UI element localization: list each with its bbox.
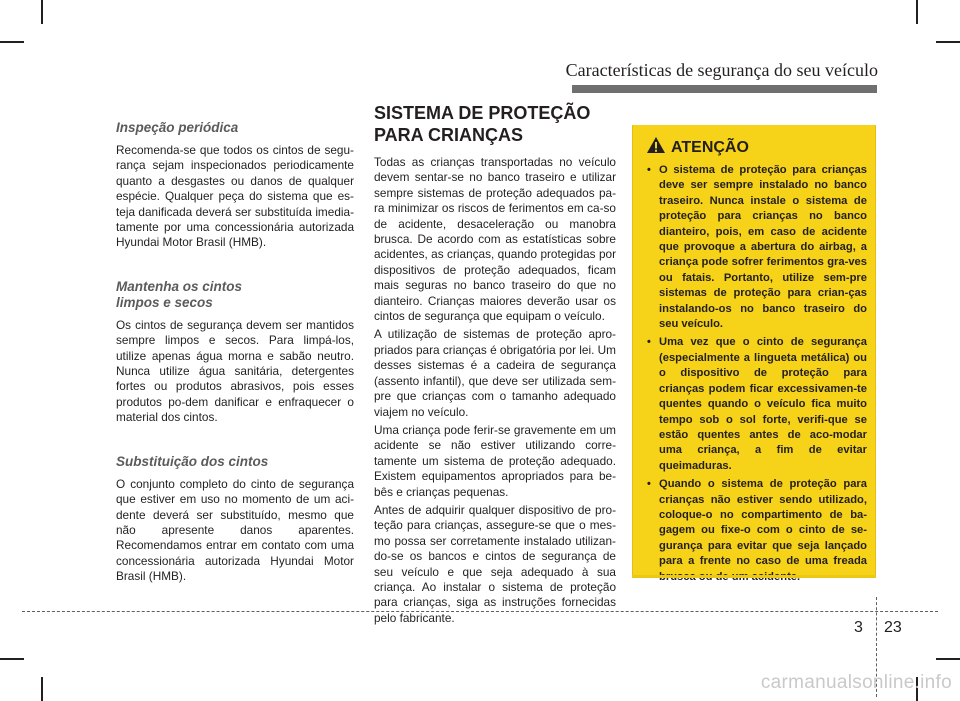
list-item (647, 335, 867, 474)
body-paragraph: Uma criança pode ferir-se gravemente em um acidente se não estiver utilizando corre-tamente um sistema de proteção adequado. Existem equipamentos apropriados para be-bês e crianças pequenas. (374, 422, 616, 499)
crop-mark (0, 41, 24, 43)
chapter-number: 3 (854, 619, 863, 636)
section-belt-replacement (116, 454, 354, 585)
header-rule (572, 85, 877, 93)
bullet: • (647, 478, 651, 491)
title-line: PARA CRIANÇAS (374, 125, 524, 145)
section-body: Recomenda-se que todos os cintos de segu-rança sejam inspecionados periodicamente quanto a desgastes ou danos de qualquer espécie. Qualquer peça do sistema que es-teja danificada deverá ser substituída imedia-tamente por uma concessionária autorizada Hyundai Motor Brasil (HMB). (116, 143, 354, 250)
section-periodic-inspection (116, 120, 354, 251)
warning-list (647, 163, 867, 588)
crop-mark (41, 0, 43, 24)
crop-mark (936, 41, 960, 43)
crop-mark (41, 677, 43, 701)
left-column (116, 120, 354, 613)
section-heading (116, 279, 354, 311)
section-body: O conjunto completo do cinto de segurança que estiver em uso no momento de um aci-dente deverá ser substituído, mesmo que não apresente danos aparentes. Recomendamos entrar em contato com uma concessionária autorizada Hyundai Motor Brasil (HMB). (116, 476, 354, 584)
section-keep-belts-clean (116, 279, 354, 426)
body-paragraph: A utilização de sistemas de proteção apro-priados para crianças é obrigatória por lei. Um desses sistemas é a cadeira de segurança (assento infantil), que deve ser utilizada sem-pre que crianças com o tamanho adequado viajem no veículo. (374, 327, 616, 419)
section-heading-line: limpos e secos (116, 294, 213, 310)
warning-item-text: Quando o sistema de proteção para crianças não estiver sendo utilizado, coloque-o no compartimento de ba-gagem ou fixe-o com o cinto de se-gurança para evitar que seja lançado para a frente no caso de uma freada (659, 478, 867, 568)
middle-column (374, 102, 616, 629)
warning-box-bottom-rule (632, 575, 876, 578)
list-item (647, 163, 867, 332)
section-body: Os cintos de segurança devem ser mantidos sempre limpos e secos. Para limpá-los, utilize apenas água morna e sabão neutro. Nunca utilize água sanitária, detergentes fortes ou produtos abrasivos, pois esses produtos po-dem danificar e enfraquecer o material dos cintos. (116, 317, 354, 425)
title-line: SISTEMA DE PROTEÇÃO (374, 103, 591, 123)
page-number: 23 (884, 619, 902, 636)
running-header: Características de segurança do seu veículo (565, 60, 878, 80)
warning-title: ATENÇÃO (671, 138, 749, 156)
bullet: • (647, 164, 651, 176)
watermark: carmanualsonline.info (760, 672, 952, 693)
section-heading: Inspeção periódica (116, 120, 239, 135)
crop-mark (916, 0, 918, 24)
warning-header (646, 136, 749, 159)
section-heading-line: Mantenha os cintos (116, 278, 243, 294)
warning-item-text: Uma vez que o cinto de segurança (especialmente a lingueta metálica) ou o dispositivo de proteção para crianças podem ficar excessivamen-te quentes quando o veículo fica muito tempo sob o sol forte, verifi-que se estão quentes antes de aco-modar uma criança, a fim de evitar queimaduras. (659, 336, 867, 472)
crop-mark (0, 658, 24, 660)
bullet: • (647, 336, 651, 349)
warning-item-text: O sistema de proteção para crianças deve ser sempre instalado no banco traseiro. Nunca instale o sistema de proteção para crianças no banco dianteiro, pois, em caso de acidente que provoque a abertura do airbag, a criança pode sofrer ferimentos gra-ves ou fatais. Portanto, utilize sem-pre sistemas de proteção para crian-ças instalando-os no banco traseiro do seu veículo. (659, 164, 867, 331)
footer-dashed-rule (22, 611, 938, 612)
body-paragraph: Todas as crianças transportadas no veículo devem sentar-se no banco traseiro e utilizar sempre sistemas de proteção adequados pa-ra minimizar os riscos de ferimentos em ca-so de acidente, desaceleração ou manobra brusca. De acordo com as estatísticas sobre acidentes, as crianças, quando protegidas por dispositivos de proteção adequados, ficam mais seguras no banco traseiro do que no dianteiro. Crianças maiores deverão usar os cintos de segurança que equipam o veículo. (374, 155, 616, 324)
warning-box (632, 125, 876, 576)
crop-mark (936, 658, 960, 660)
body-paragraph: Antes de adquirir qualquer dispositivo de pro-teção para crianças, assegure-se que o mes-mo possa ser corretamente instalado utilizan-do-se os bancos e cintos de segurança de seu veículo e que seja adequado à sua criança. Ao instalar o sistema de proteção para crianças, siga as instruções fornecidas pelo fabricante. (374, 502, 616, 625)
section-heading: Substituição dos cintos (116, 453, 269, 469)
page-title (374, 102, 616, 146)
warning-triangle-icon (646, 136, 666, 159)
list-item (647, 477, 867, 585)
